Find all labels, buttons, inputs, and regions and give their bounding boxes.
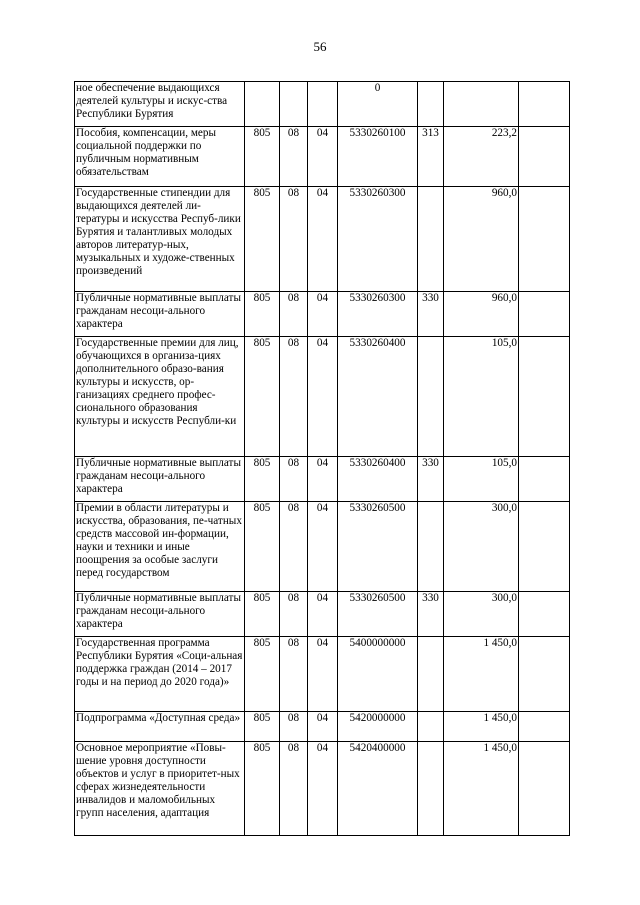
row-section-code: 08 xyxy=(280,742,308,836)
row-expense-type: 330 xyxy=(418,292,444,337)
row-extra xyxy=(519,457,570,502)
row-admin-code: 805 xyxy=(245,187,280,292)
table-row xyxy=(75,292,570,337)
row-admin-code: 805 xyxy=(245,337,280,457)
row-subsection-code: 04 xyxy=(308,592,338,637)
row-expense-type xyxy=(418,742,444,836)
row-admin-code: 805 xyxy=(245,712,280,742)
row-section-code: 08 xyxy=(280,592,308,637)
row-target-article: 5420400000 xyxy=(338,742,418,836)
row-extra xyxy=(519,292,570,337)
row-extra xyxy=(519,187,570,292)
row-target-article: 5330260400 xyxy=(338,457,418,502)
row-extra xyxy=(519,127,570,187)
table-row xyxy=(75,82,570,127)
row-subsection-code: 04 xyxy=(308,457,338,502)
row-subsection-code: 04 xyxy=(308,187,338,292)
row-subsection-code: 04 xyxy=(308,637,338,712)
row-section-code: 08 xyxy=(280,337,308,457)
table-row xyxy=(75,592,570,637)
page-number: 56 xyxy=(313,39,327,54)
row-admin-code: 805 xyxy=(245,502,280,592)
row-name: Публичные нормативные выплаты гражданам несоци-ального характера xyxy=(75,592,245,637)
row-extra xyxy=(519,502,570,592)
table-row xyxy=(75,337,570,457)
row-target-article: 5330260500 xyxy=(338,502,418,592)
row-section-code: 08 xyxy=(280,502,308,592)
row-expense-type xyxy=(418,82,444,127)
row-subsection-code xyxy=(308,82,338,127)
row-expense-type xyxy=(418,712,444,742)
budget-table xyxy=(74,81,570,836)
row-section-code: 08 xyxy=(280,187,308,292)
row-subsection-code: 04 xyxy=(308,502,338,592)
row-amount: 300,0 xyxy=(444,592,519,637)
row-name: ное обеспечение выдающихся деятелей культуры и искус-ства Республики Бурятия xyxy=(75,82,245,127)
row-subsection-code: 04 xyxy=(308,742,338,836)
row-amount: 960,0 xyxy=(444,292,519,337)
table-row xyxy=(75,502,570,592)
row-section-code: 08 xyxy=(280,712,308,742)
row-expense-type: 330 xyxy=(418,592,444,637)
row-admin-code: 805 xyxy=(245,592,280,637)
table-row xyxy=(75,187,570,292)
row-name: Публичные нормативные выплаты гражданам несоци-ального характера xyxy=(75,292,245,337)
table-row xyxy=(75,712,570,742)
row-extra xyxy=(519,592,570,637)
row-extra xyxy=(519,337,570,457)
row-section-code: 08 xyxy=(280,637,308,712)
row-target-article: 5330260500 xyxy=(338,592,418,637)
row-name: Государственные стипендии для выдающихся деятелей ли-тературы и искусства Респуб-лики Бурятия и талантливых молодых авторов литератур-ных, музыкальных и художе-ственных произведений xyxy=(75,187,245,292)
row-expense-type xyxy=(418,337,444,457)
row-name: Пособия, компенсации, меры социальной поддержки по публичным нормативным обязательствам xyxy=(75,127,245,187)
row-target-article: 5420000000 xyxy=(338,712,418,742)
row-amount: 105,0 xyxy=(444,457,519,502)
row-extra xyxy=(519,712,570,742)
row-admin-code: 805 xyxy=(245,457,280,502)
row-extra xyxy=(519,742,570,836)
row-section-code: 08 xyxy=(280,292,308,337)
row-amount: 1 450,0 xyxy=(444,637,519,712)
row-amount xyxy=(444,82,519,127)
row-target-article: 5330260400 xyxy=(338,337,418,457)
row-amount: 1 450,0 xyxy=(444,742,519,836)
row-section-code xyxy=(280,82,308,127)
row-target-article: 0 xyxy=(338,82,418,127)
row-amount: 300,0 xyxy=(444,502,519,592)
row-subsection-code: 04 xyxy=(308,127,338,187)
row-target-article: 5330260100 xyxy=(338,127,418,187)
table-row xyxy=(75,127,570,187)
row-admin-code: 805 xyxy=(245,637,280,712)
table-row xyxy=(75,457,570,502)
row-amount: 960,0 xyxy=(444,187,519,292)
row-amount: 105,0 xyxy=(444,337,519,457)
row-section-code: 08 xyxy=(280,457,308,502)
row-target-article: 5400000000 xyxy=(338,637,418,712)
row-name: Публичные нормативные выплаты гражданам несоци-ального характера xyxy=(75,457,245,502)
row-target-article: 5330260300 xyxy=(338,187,418,292)
row-name: Государственные премии для лиц, обучающихся в организа-циях дополнительного образо-вания культуры и искусств, ор-ганизациях среднего профес-сионального образования культуры и искусств Республи-ки xyxy=(75,337,245,457)
row-name: Государственная программа Республики Бурятия «Соци-альная поддержка граждан (2014 – 2017 годы и на период до 2020 года)» xyxy=(75,637,245,712)
row-target-article: 5330260300 xyxy=(338,292,418,337)
row-name: Премии в области литературы и искусства, образования, пе-чатных средств массовой ин-формации, науки и техники и иные поощрения за особые заслуги перед государством xyxy=(75,502,245,592)
row-extra xyxy=(519,82,570,127)
table-row xyxy=(75,742,570,836)
table-row xyxy=(75,637,570,712)
row-amount: 1 450,0 xyxy=(444,712,519,742)
row-extra xyxy=(519,637,570,712)
row-admin-code xyxy=(245,82,280,127)
row-admin-code: 805 xyxy=(245,742,280,836)
row-expense-type: 313 xyxy=(418,127,444,187)
row-expense-type xyxy=(418,637,444,712)
row-name: Основное мероприятие «Повы-шение уровня доступности объектов и услуг в приоритет-ных сферах жизнедеятельности инвалидов и маломобильных групп населения, адаптация xyxy=(75,742,245,836)
row-subsection-code: 04 xyxy=(308,337,338,457)
row-amount: 223,2 xyxy=(444,127,519,187)
row-subsection-code: 04 xyxy=(308,292,338,337)
row-name: Подпрограмма «Доступная среда» xyxy=(75,712,245,742)
row-admin-code: 805 xyxy=(245,292,280,337)
row-admin-code: 805 xyxy=(245,127,280,187)
row-expense-type xyxy=(418,187,444,292)
row-expense-type xyxy=(418,502,444,592)
row-subsection-code: 04 xyxy=(308,712,338,742)
row-expense-type: 330 xyxy=(418,457,444,502)
row-section-code: 08 xyxy=(280,127,308,187)
